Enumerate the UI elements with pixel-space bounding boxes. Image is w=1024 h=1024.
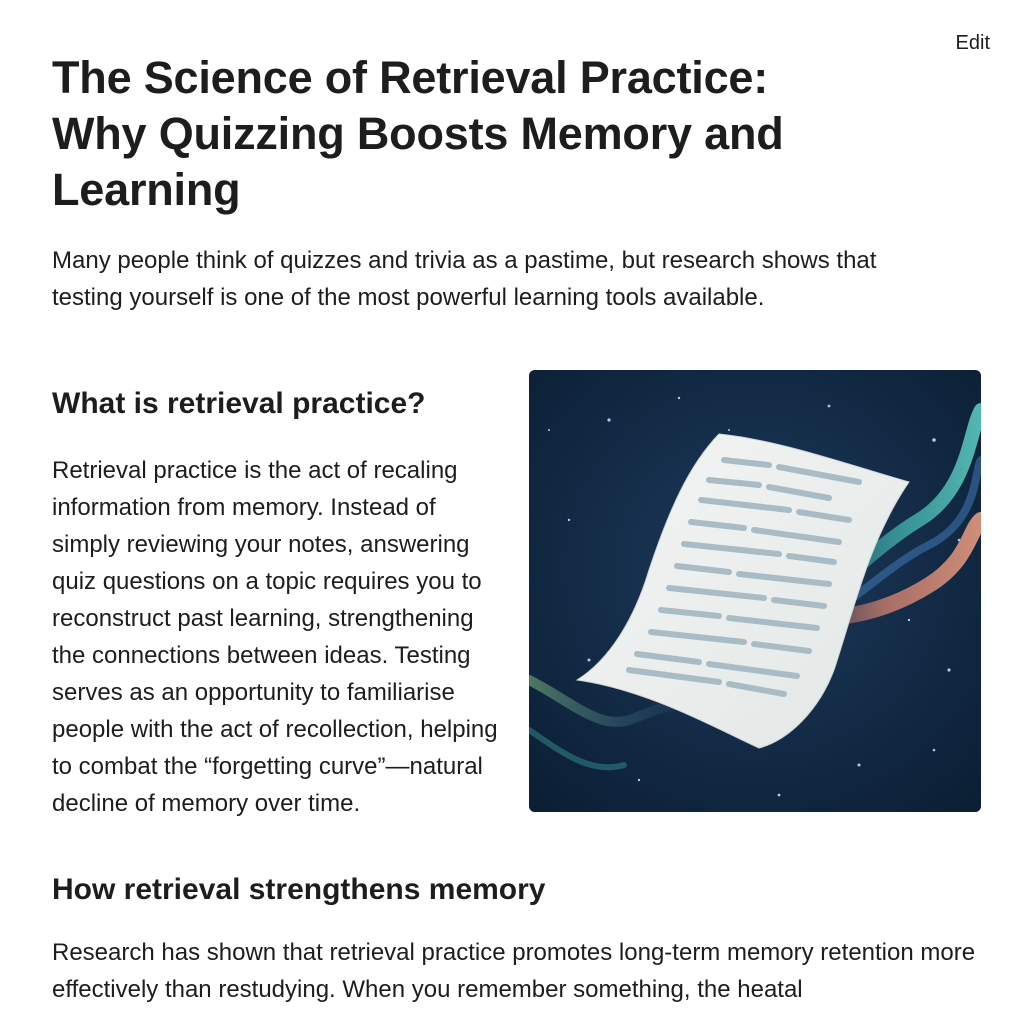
section-body: Retrieval practice is the act of recaling information from memory. Instead of simply reviewing your notes, answering quiz questions on a topic requires you to reconstruct past learning, strengthening the connections between ideas. Testing serves as an opportunity to familiarise people with the act of recollection, helping to combat the “forgetting curve”—natural decline of memory over time.	[52, 457, 498, 817]
edit-link[interactable]: Edit	[955, 32, 990, 54]
section-retrieval-practice	[52, 384, 992, 854]
illustration-svg	[529, 370, 981, 812]
section-text-column	[52, 384, 508, 822]
article-title: The Science of Retrieval Practice: Why Quizzing Boosts Memory and Learning	[52, 52, 784, 215]
article	[52, 50, 992, 1008]
section-body: Research has shown that retrieval practice promotes long-term memory retention more effectively than restudying. When you remember something, the heatal	[52, 939, 976, 1003]
section-how-retrieval-strengthens	[52, 870, 992, 1008]
section-heading: What is retrieval practice?	[52, 387, 426, 420]
floating-paper-illustration	[529, 370, 981, 812]
section-heading: How retrieval strengthens memory	[52, 873, 546, 906]
article-intro: Many people think of quizzes and trivia as a pastime, but research shows that testing yourself is one of the most powerful learning tools available.	[52, 247, 877, 311]
